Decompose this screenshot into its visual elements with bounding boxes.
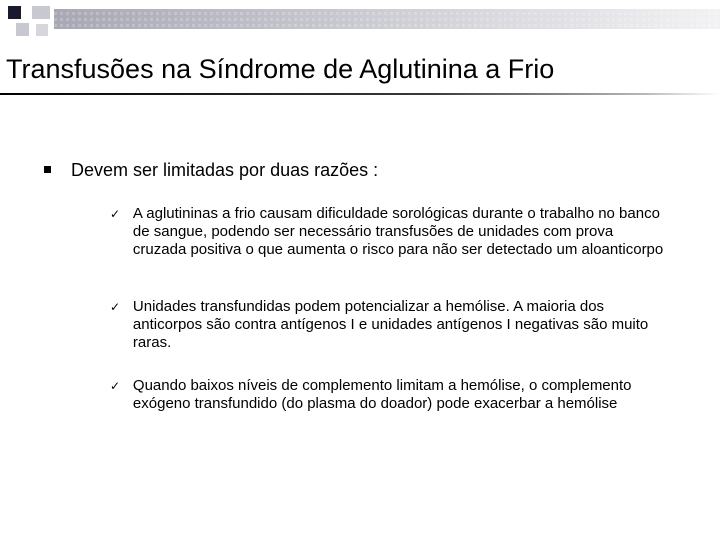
checkmark-icon: ✓ bbox=[110, 379, 121, 393]
main-bullet-text: Devem ser limitadas por duas razões : bbox=[71, 160, 379, 180]
square-bullet-icon bbox=[44, 166, 51, 173]
sub-bullet-text: Quando baixos níveis de complemento limitam a hemólise, o complemento exógeno transfundido (do plasma do doador) pode exacerbar a hemólise bbox=[132, 377, 632, 412]
sub-bullet-text: A aglutininas a frio causam dificuldade sorológicas durante o trabalho no banco de sangue, podendo ser necessário transfusões de unidades com prova cruzada positiva o que aumenta o risco para não ser detectado um aloanticorpo bbox=[132, 205, 664, 258]
header-decoration bbox=[0, 0, 720, 44]
sub-bullet bbox=[110, 205, 670, 259]
checkmark-icon: ✓ bbox=[110, 207, 121, 221]
sub-bullet bbox=[110, 377, 670, 413]
main-bullet bbox=[44, 158, 378, 182]
sub-bullet-text: Unidades transfundidas podem potencializar a hemólise. A maioria dos anticorpos são contra antígenos I e unidades antígenos I negativas são muito raras. bbox=[132, 298, 649, 351]
slide-title: Transfusões na Síndrome de Aglutinina a Frio bbox=[6, 54, 555, 84]
sub-bullet bbox=[110, 298, 670, 352]
checkmark-icon: ✓ bbox=[110, 300, 121, 314]
title-divider bbox=[0, 93, 720, 95]
